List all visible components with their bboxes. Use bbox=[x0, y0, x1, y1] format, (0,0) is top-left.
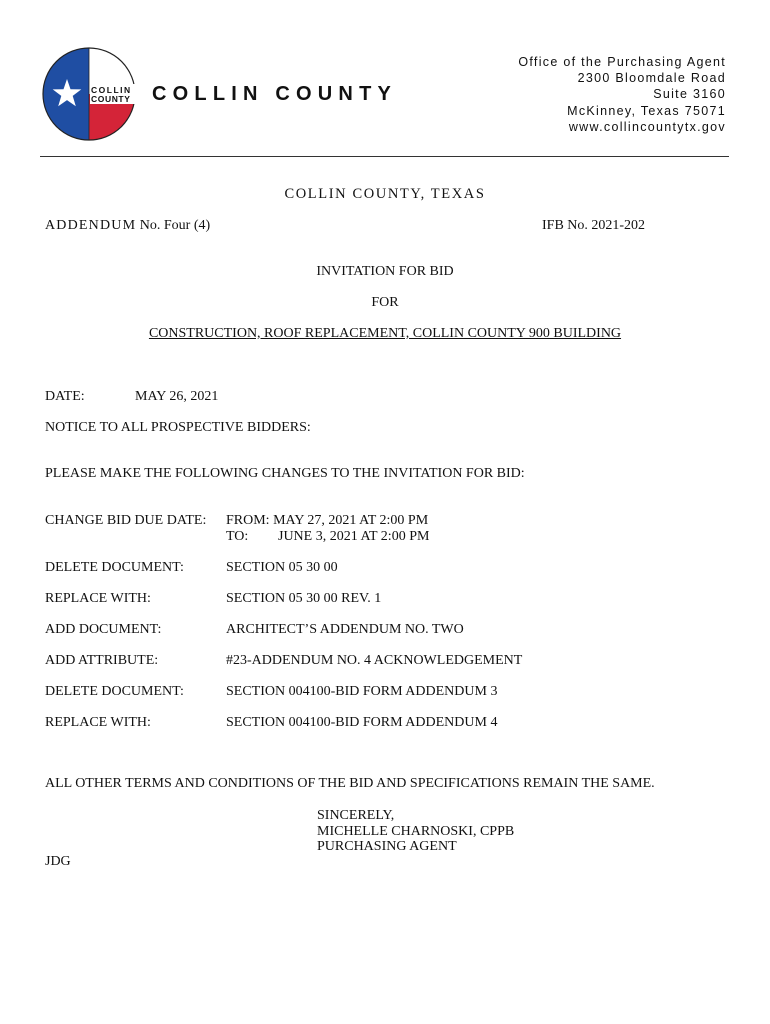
notice-line: NOTICE TO ALL PROSPECTIVE BIDDERS: bbox=[45, 420, 311, 435]
change-label: ADD DOCUMENT: bbox=[45, 622, 162, 637]
invitation-heading: INVITATION FOR BID bbox=[316, 264, 454, 279]
for-heading: FOR bbox=[371, 295, 399, 310]
ifb-number: IFB No. 2021-202 bbox=[542, 218, 646, 233]
change-value: SECTION 05 30 00 bbox=[226, 560, 338, 575]
signature-block bbox=[317, 808, 514, 855]
typist-initials: JDG bbox=[45, 854, 71, 869]
date-label: DATE: bbox=[45, 389, 85, 404]
change-value: SECTION 05 30 00 REV. 1 bbox=[226, 591, 382, 606]
addendum-label: ADDENDUM bbox=[45, 218, 137, 233]
change-value: #23-ADDENDUM NO. 4 ACKNOWLEDGEMENT bbox=[226, 653, 523, 668]
signature-closing: SINCERELY, bbox=[317, 808, 395, 823]
change-label: ADD ATTRIBUTE: bbox=[45, 653, 159, 668]
changes-intro: PLEASE MAKE THE FOLLOWING CHANGES TO THE INVITATION FOR BID: bbox=[45, 466, 525, 481]
date-value: MAY 26, 2021 bbox=[135, 389, 219, 404]
svg-text:COLLIN: COLLIN bbox=[91, 85, 132, 95]
office-street: 2300 Bloomdale Road bbox=[577, 71, 726, 86]
header-divider bbox=[40, 156, 729, 157]
change-value: SECTION 004100-BID FORM ADDENDUM 4 bbox=[226, 715, 498, 730]
office-title: Office of the Purchasing Agent bbox=[518, 55, 726, 69]
addendum-number bbox=[45, 218, 210, 234]
to-label: TO: bbox=[226, 529, 249, 544]
collin-county-seal-logo bbox=[42, 46, 136, 142]
change-value: ARCHITECT’S ADDENDUM NO. TWO bbox=[226, 622, 464, 637]
change-label: DELETE DOCUMENT: bbox=[45, 560, 184, 575]
signature-title: PURCHASING AGENT bbox=[317, 839, 457, 854]
office-website-link[interactable]: www.collincountytx.gov bbox=[568, 119, 726, 134]
from-date: FROM: MAY 27, 2021 AT 2:00 PM bbox=[226, 513, 429, 528]
office-address-block bbox=[518, 54, 726, 135]
change-label: DELETE DOCUMENT: bbox=[45, 684, 184, 699]
terms-statement: ALL OTHER TERMS AND CONDITIONS OF THE BID AND SPECIFICATIONS REMAIN THE SAME. bbox=[45, 776, 655, 791]
addendum-value: No. Four (4) bbox=[139, 218, 211, 233]
change-label: REPLACE WITH: bbox=[45, 715, 151, 730]
svg-text:COUNTY: COUNTY bbox=[91, 94, 131, 104]
change-label: REPLACE WITH: bbox=[45, 591, 151, 606]
signature-name: MICHELLE CHARNOSKI, CPPB bbox=[317, 823, 515, 839]
office-city: McKinney, Texas 75071 bbox=[567, 103, 726, 118]
county-name-heading: COLLIN COUNTY bbox=[152, 83, 398, 105]
project-title: CONSTRUCTION, ROOF REPLACEMENT, COLLIN COUNTY 900 BUILDING bbox=[148, 326, 622, 341]
document-county-title: COLLIN COUNTY, TEXAS bbox=[284, 186, 486, 202]
office-suite: Suite 3160 bbox=[653, 87, 726, 102]
to-date: JUNE 3, 2021 AT 2:00 PM bbox=[278, 529, 430, 544]
change-value: SECTION 004100-BID FORM ADDENDUM 3 bbox=[226, 684, 498, 699]
change-bid-due-date-label: CHANGE BID DUE DATE: bbox=[45, 513, 207, 528]
